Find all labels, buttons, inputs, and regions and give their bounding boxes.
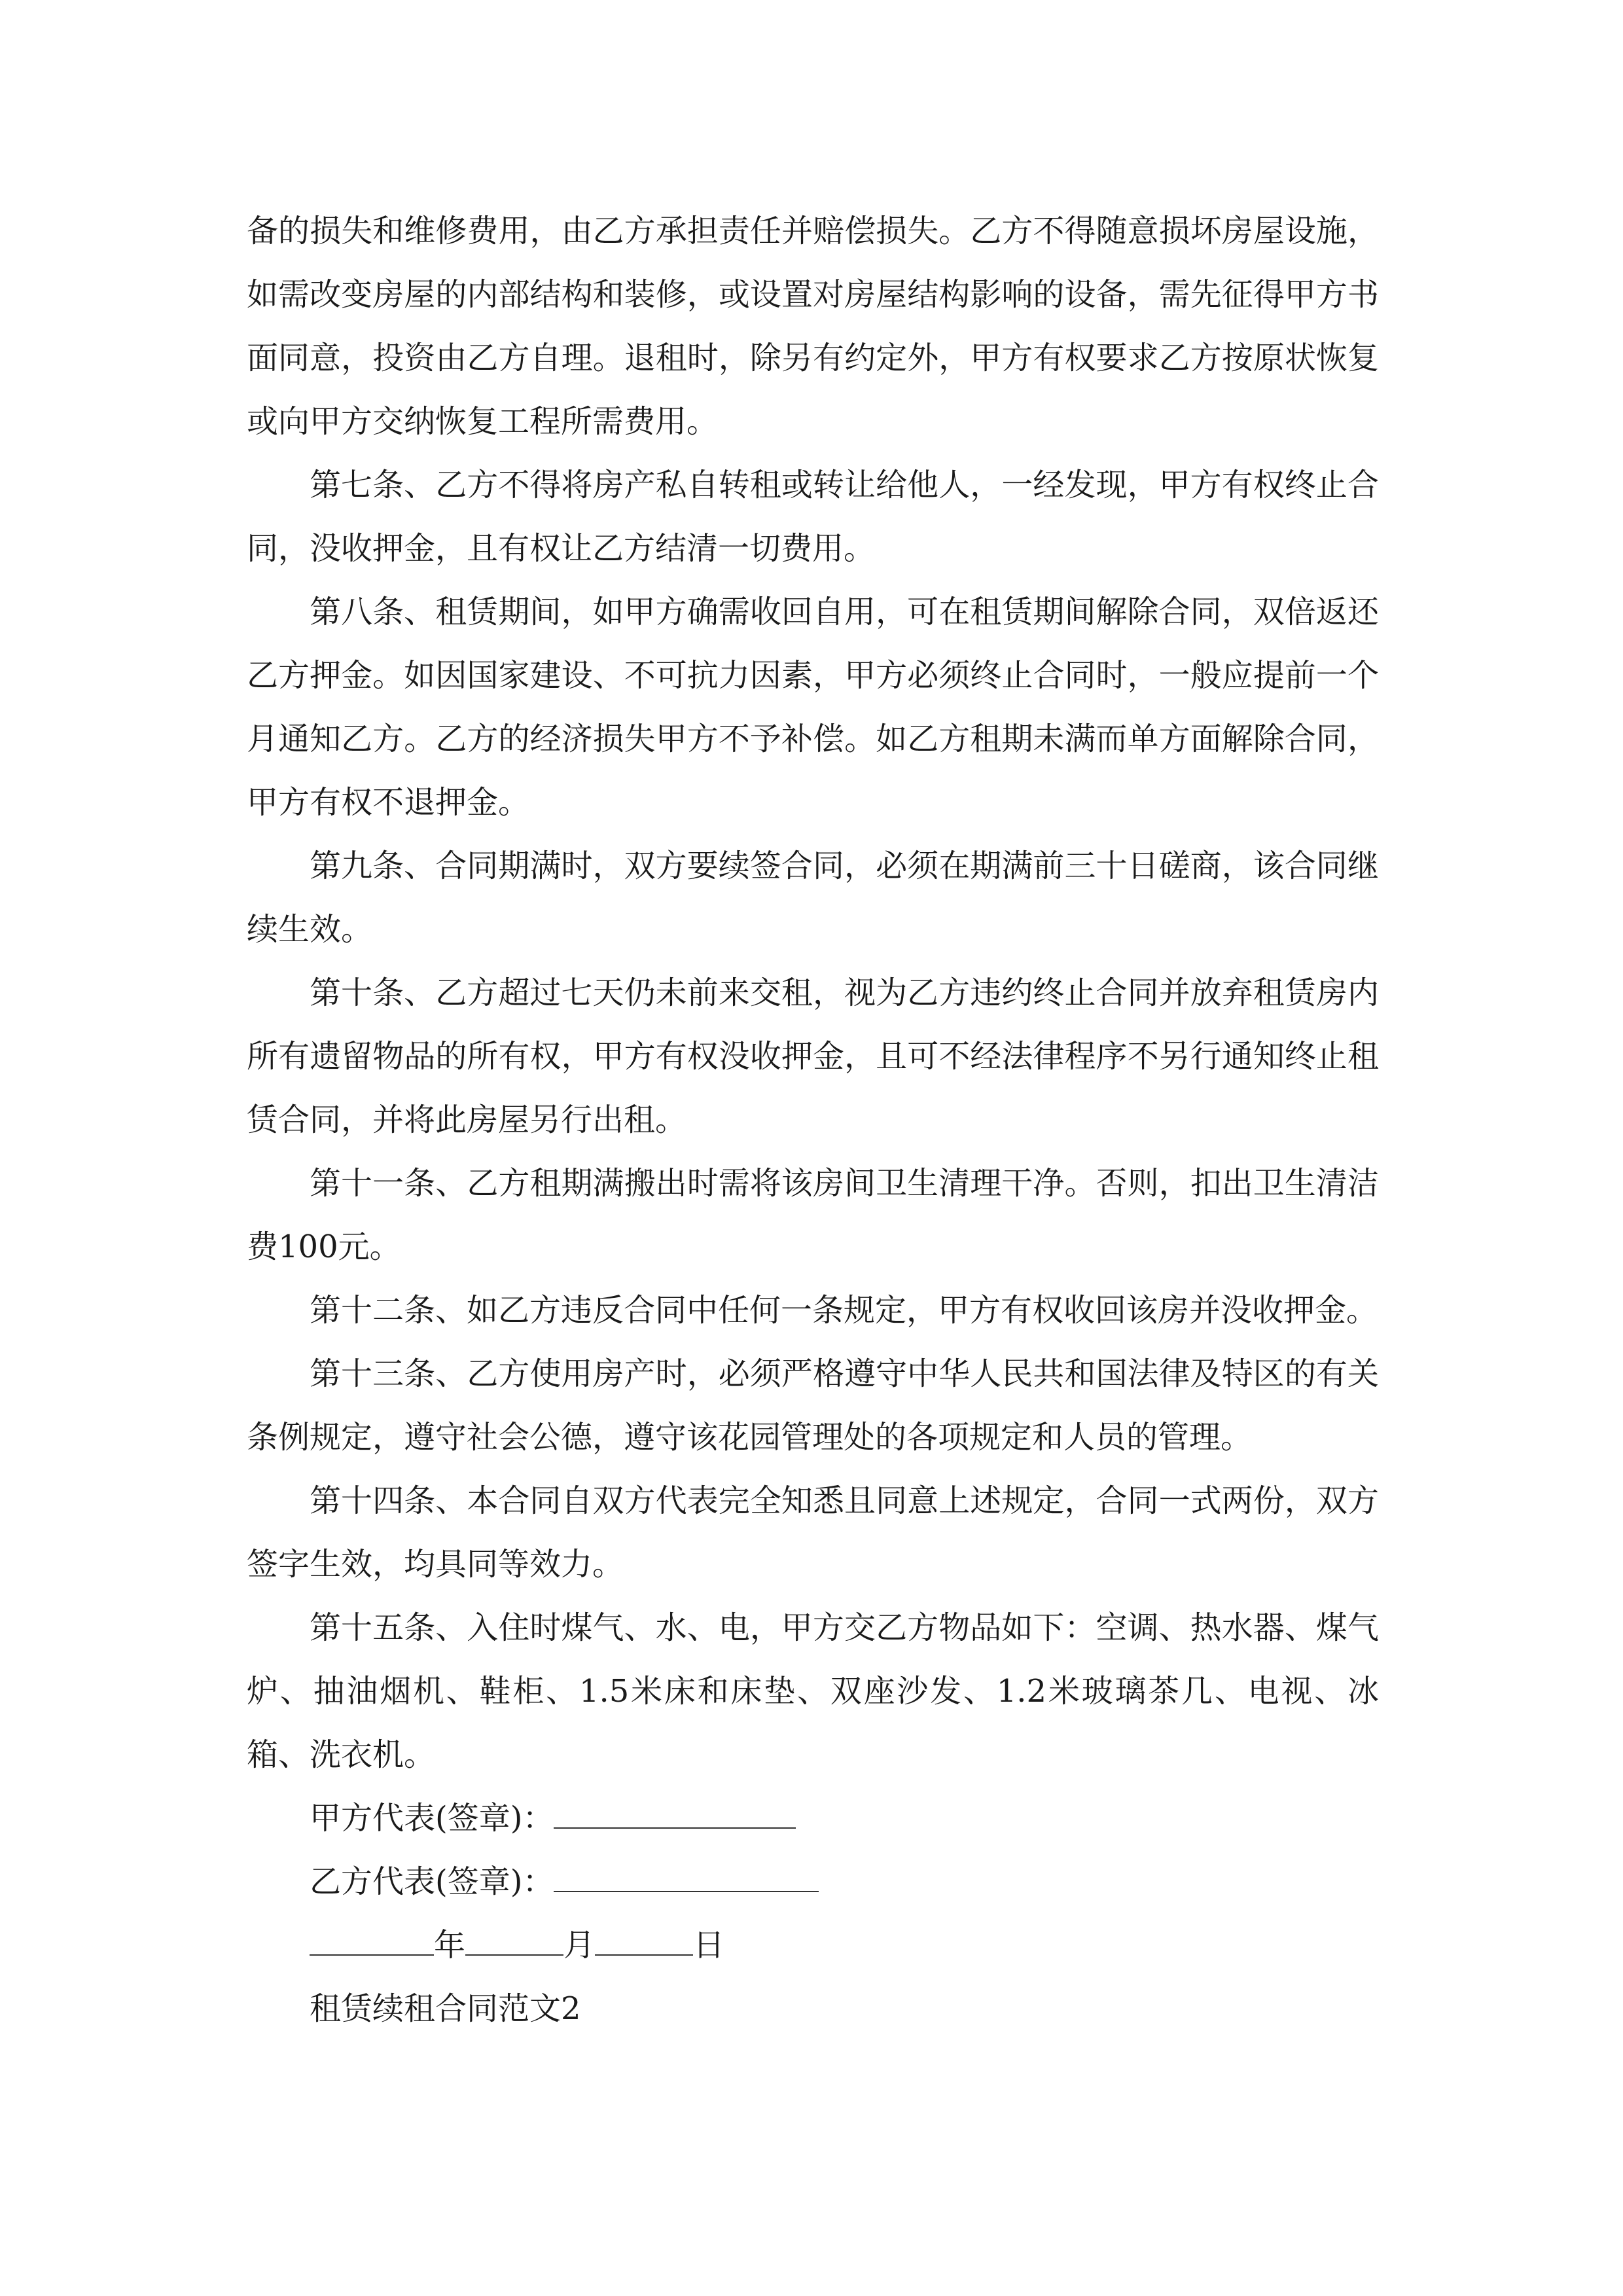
clause-10: 第十条、乙方超过七天仍未前来交租，视为乙方违约终止合同并放弃租赁房内所有遗留物品的所有权，甲方有权没收押金，且可不经法律程序不另行通知终止租赁合同，并将此房屋另行出租。 [247,975,1379,1138]
month-label: 月 [563,1927,596,1964]
next-section-heading: 租赁续租合同范文2 [310,1990,581,2027]
party-b-label: 乙方代表(签章)： [310,1863,554,1900]
party-b-signature-line[interactable] [554,1852,819,1892]
day-label: 日 [693,1927,725,1964]
date-row [247,1914,1379,1977]
clause-12: 第十二条、如乙方违反合同中任何一条规定，甲方有权收回该房并没收押金。 [310,1292,1378,1329]
party-a-signature-line[interactable] [554,1788,796,1829]
contract-body [247,200,1379,2041]
month-blank[interactable] [465,1915,563,1956]
clause-9: 第九条、合同期满时，双方要续签合同，必须在期满前三十日磋商，该合同继续生效。 [247,848,1379,948]
clause-7: 第七条、乙方不得将房产私自转租或转让给他人，一经发现，甲方有权终止合同，没收押金，且有权让乙方结清一切费用。 [247,467,1379,567]
day-blank[interactable] [595,1915,693,1956]
paragraph-continuation: 备的损失和维修费用，由乙方承担责任并赔偿损失。乙方不得随意损坏房屋设施，如需改变房屋的内部结构和装修，或设置对房屋结构影响的设备，需先征得甲方书面同意，投资由乙方自理。退租时，除另有约定外，甲方有权要求乙方按原状恢复或向甲方交纳恢复工程所需费用。 [247,213,1379,440]
clause-15: 第十五条、入住时煤气、水、电，甲方交乙方物品如下：空调、热水器、煤气炉、抽油烟机、鞋柜、1.5米床和床垫、双座沙发、1.2米玻璃茶几、电视、冰箱、洗衣机。 [247,1609,1379,1773]
clause-14: 第十四条、本合同自双方代表完全知悉且同意上述规定，合同一式两份，双方签字生效，均具同等效力。 [247,1482,1379,1583]
party-b-signature-row [247,1850,1379,1914]
clause-13: 第十三条、乙方使用房产时，必须严格遵守中华人民共和国法律及特区的有关条例规定，遵守社会公德，遵守该花园管理处的各项规定和人员的管理。 [247,1355,1379,1456]
year-label: 年 [434,1927,466,1964]
clause-8: 第八条、租赁期间，如甲方确需收回自用，可在租赁期间解除合同，双倍返还乙方押金。如因国家建设、不可抗力因素，甲方必须终止合同时，一般应提前一个月通知乙方。乙方的经济损失甲方不予补偿。如乙方租期未满而单方面解除合同，甲方有权不退押金。 [247,594,1379,821]
party-a-label: 甲方代表(签章)： [310,1800,554,1837]
year-blank[interactable] [310,1915,434,1956]
party-a-signature-row [247,1787,1379,1850]
clause-11: 第十一条、乙方租期满搬出时需将该房间卫生清理干净。否则，扣出卫生清洁费100元。 [247,1165,1379,1265]
